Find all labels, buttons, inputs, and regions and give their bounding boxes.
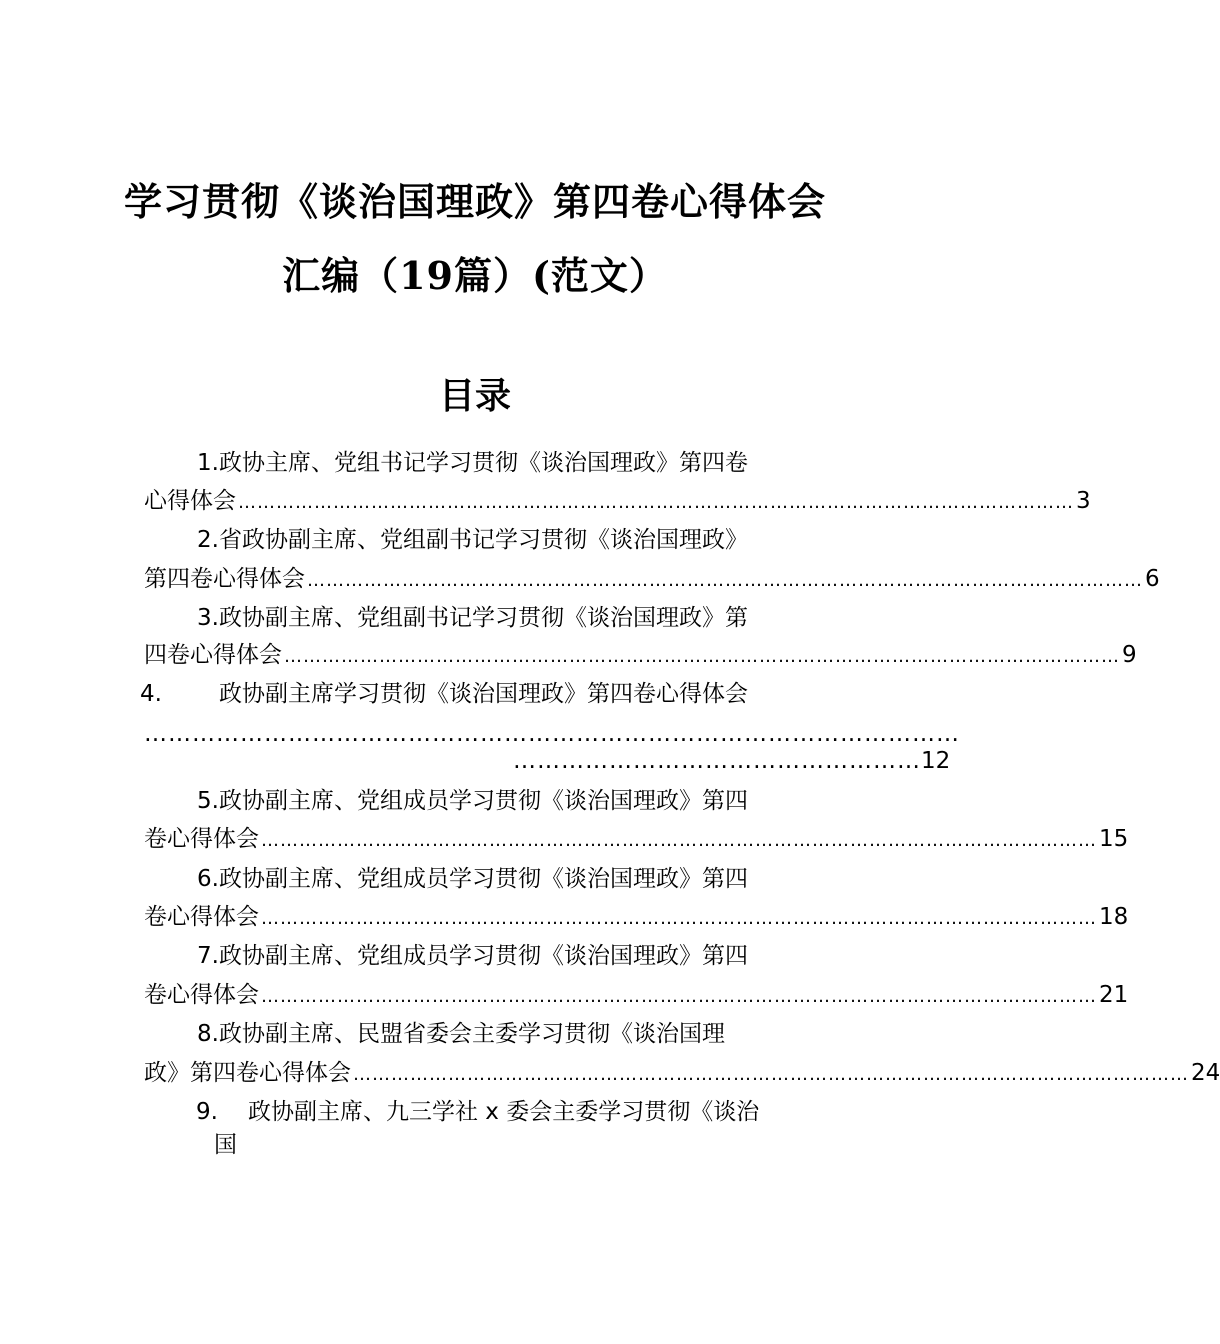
toc-entry-4-line-1[interactable] bbox=[0, 676, 950, 712]
toc-entry-5-page: 15 bbox=[1099, 826, 1129, 852]
document-title-line-2: 汇编（19篇）(范文） bbox=[282, 253, 668, 298]
toc-entry-6-line-1[interactable]: 6.政协副主席、党组成员学习贯彻《谈治国理政》第四 bbox=[197, 866, 748, 892]
toc-entry-9-number: 9. bbox=[196, 1099, 218, 1125]
toc-entry-5-line-2[interactable] bbox=[144, 821, 1129, 857]
toc-entry-5-title-end: 卷心得体会 bbox=[144, 826, 259, 852]
toc-entry-1-page: 3 bbox=[1076, 488, 1091, 514]
toc-entry-8-line-2[interactable] bbox=[144, 1055, 1220, 1091]
toc-entry-4-title: 政协副主席学习贯彻《谈治国理政》第四卷心得体会 bbox=[219, 681, 748, 707]
toc-leader-dots: …………………………………………………………………………………………………………………… bbox=[261, 908, 1097, 929]
document-title-line-1: 学习贯彻《谈治国理政》第四卷心得体会 bbox=[123, 179, 826, 224]
toc-entry-1-title-end: 心得体会 bbox=[144, 488, 236, 514]
toc-entry-8-page: 24 bbox=[1191, 1060, 1220, 1086]
toc-leader-dots: …………………………………………………………………………………………………………………… bbox=[261, 830, 1097, 851]
toc-entry-2-title-end: 第四卷心得体会 bbox=[144, 566, 305, 592]
toc-leader-dots: …………………………………………………………………………………………………………………… bbox=[353, 1064, 1189, 1085]
toc-entry-2-line-1[interactable]: 2.省政协副主席、党组副书记学习贯彻《谈治国理政》 bbox=[197, 527, 748, 553]
toc-entry-1-line-2[interactable] bbox=[144, 483, 1091, 519]
toc-entry-2-line-2[interactable] bbox=[144, 561, 1160, 597]
toc-entry-9-title: 政协副主席、九三学社 x 委会主委学习贯彻《谈治 bbox=[248, 1099, 760, 1125]
toc-entry-7-line-1[interactable]: 7.政协副主席、党组成员学习贯彻《谈治国理政》第四 bbox=[197, 943, 748, 969]
toc-entry-5-line-1[interactable]: 5.政协副主席、党组成员学习贯彻《谈治国理政》第四 bbox=[197, 788, 748, 814]
toc-leader-dots: …………………………………………… bbox=[513, 748, 921, 774]
toc-entry-6-title-end: 卷心得体会 bbox=[144, 904, 259, 930]
toc-entry-8-title-end: 政》第四卷心得体会 bbox=[144, 1060, 351, 1086]
toc-entry-3-page: 9 bbox=[1122, 642, 1137, 668]
toc-entry-2-page: 6 bbox=[1145, 566, 1160, 592]
toc-entry-3-line-2[interactable] bbox=[144, 637, 1137, 673]
toc-entry-7-line-2[interactable] bbox=[144, 977, 1129, 1013]
toc-leader-dots: …………………………………………………………………………………………………………………… bbox=[238, 492, 1074, 513]
toc-leader-dots: …………………………………………………………………………………………………………………… bbox=[261, 986, 1097, 1007]
toc-entry-4-page: 12 bbox=[921, 748, 951, 774]
toc-entry-4-number: 4. bbox=[140, 681, 162, 707]
toc-leader-dots: …………………………………………………………………………………………………………………… bbox=[284, 646, 1120, 667]
toc-entry-6-line-2[interactable] bbox=[144, 899, 1129, 935]
toc-heading: 目录 bbox=[438, 375, 511, 417]
toc-entry-8-line-1[interactable]: 8.政协副主席、民盟省委会主委学习贯彻《谈治国理 bbox=[197, 1021, 725, 1047]
toc-leader-dots: …………………………………………………………………………………………………………………… bbox=[307, 570, 1143, 591]
toc-entry-9-line-2[interactable]: 国 bbox=[214, 1132, 237, 1158]
toc-entry-6-page: 18 bbox=[1099, 904, 1129, 930]
toc-entry-3-line-1[interactable]: 3.政协副主席、党组副书记学习贯彻《谈治国理政》第 bbox=[197, 605, 748, 631]
toc-entry-7-page: 21 bbox=[1099, 982, 1129, 1008]
toc-entry-3-title-end: 四卷心得体会 bbox=[144, 642, 282, 668]
toc-entry-7-title-end: 卷心得体会 bbox=[144, 982, 259, 1008]
toc-entry-9-line-1[interactable] bbox=[0, 1094, 950, 1130]
toc-leader-dots: ………………………………………………………………………………………… bbox=[144, 721, 960, 747]
toc-entry-1-line-1[interactable]: 1.政协主席、党组书记学习贯彻《谈治国理政》第四卷 bbox=[197, 450, 748, 476]
toc-entry-4-line-3[interactable] bbox=[513, 743, 951, 779]
